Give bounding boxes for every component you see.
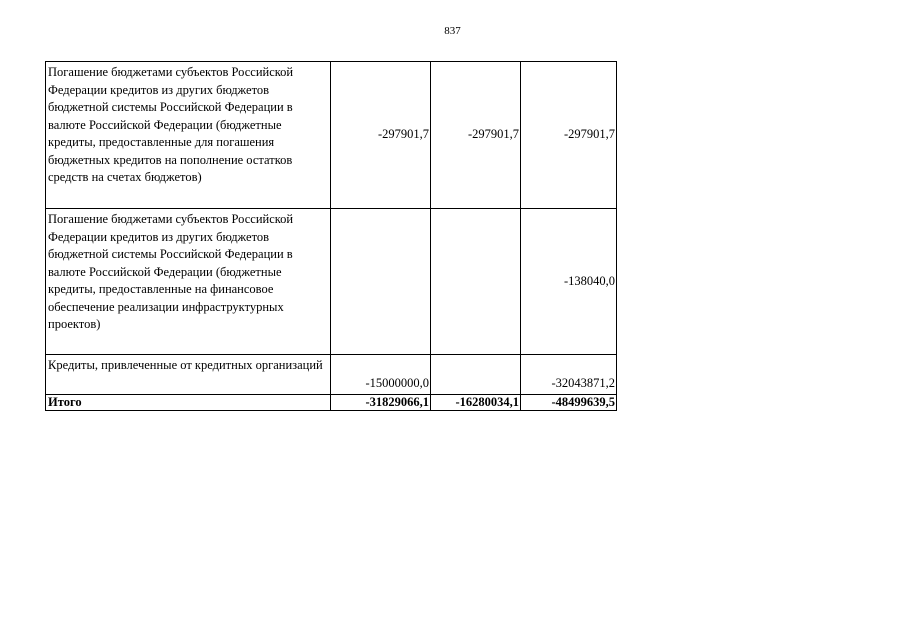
row-value-col2 — [431, 355, 521, 395]
total-value-col1: -31829066,1 — [331, 395, 431, 411]
row-description: Кредиты, привлеченные от кредитных организаций — [46, 355, 331, 395]
total-row — [46, 395, 617, 411]
total-value-col2: -16280034,1 — [431, 395, 521, 411]
total-label: Итого — [46, 395, 331, 411]
row-description: Погашение бюджетами субъектов Российской Федерации кредитов из других бюджетов бюджетной системы Российской Федерации в валюте Российской Федерации (бюджетные кредиты, предоставленные для погашения бюджетных кредитов на пополнение остатков средств на счетах бюджетов) — [46, 62, 331, 209]
row-value-col2: -297901,7 — [431, 62, 521, 209]
total-value-col3: -48499639,5 — [521, 395, 617, 411]
row-description: Погашение бюджетами субъектов Российской Федерации кредитов из других бюджетов бюджетной системы Российской Федерации в валюте Российской Федерации (бюджетные кредиты, предоставленные на финансовое обеспечение реализации инфраструктурных проектов) — [46, 209, 331, 355]
row-value-col3: -297901,7 — [521, 62, 617, 209]
row-value-col3: -138040,0 — [521, 209, 617, 355]
row-value-col3: -32043871,2 — [521, 355, 617, 395]
row-value-col2 — [431, 209, 521, 355]
row-value-col1: -15000000,0 — [331, 355, 431, 395]
row-value-col1 — [331, 209, 431, 355]
budget-table — [45, 61, 617, 411]
table-row — [46, 62, 617, 209]
table-row — [46, 355, 617, 395]
row-value-col1: -297901,7 — [331, 62, 431, 209]
table-row — [46, 209, 617, 355]
page-number: 837 — [444, 25, 461, 37]
